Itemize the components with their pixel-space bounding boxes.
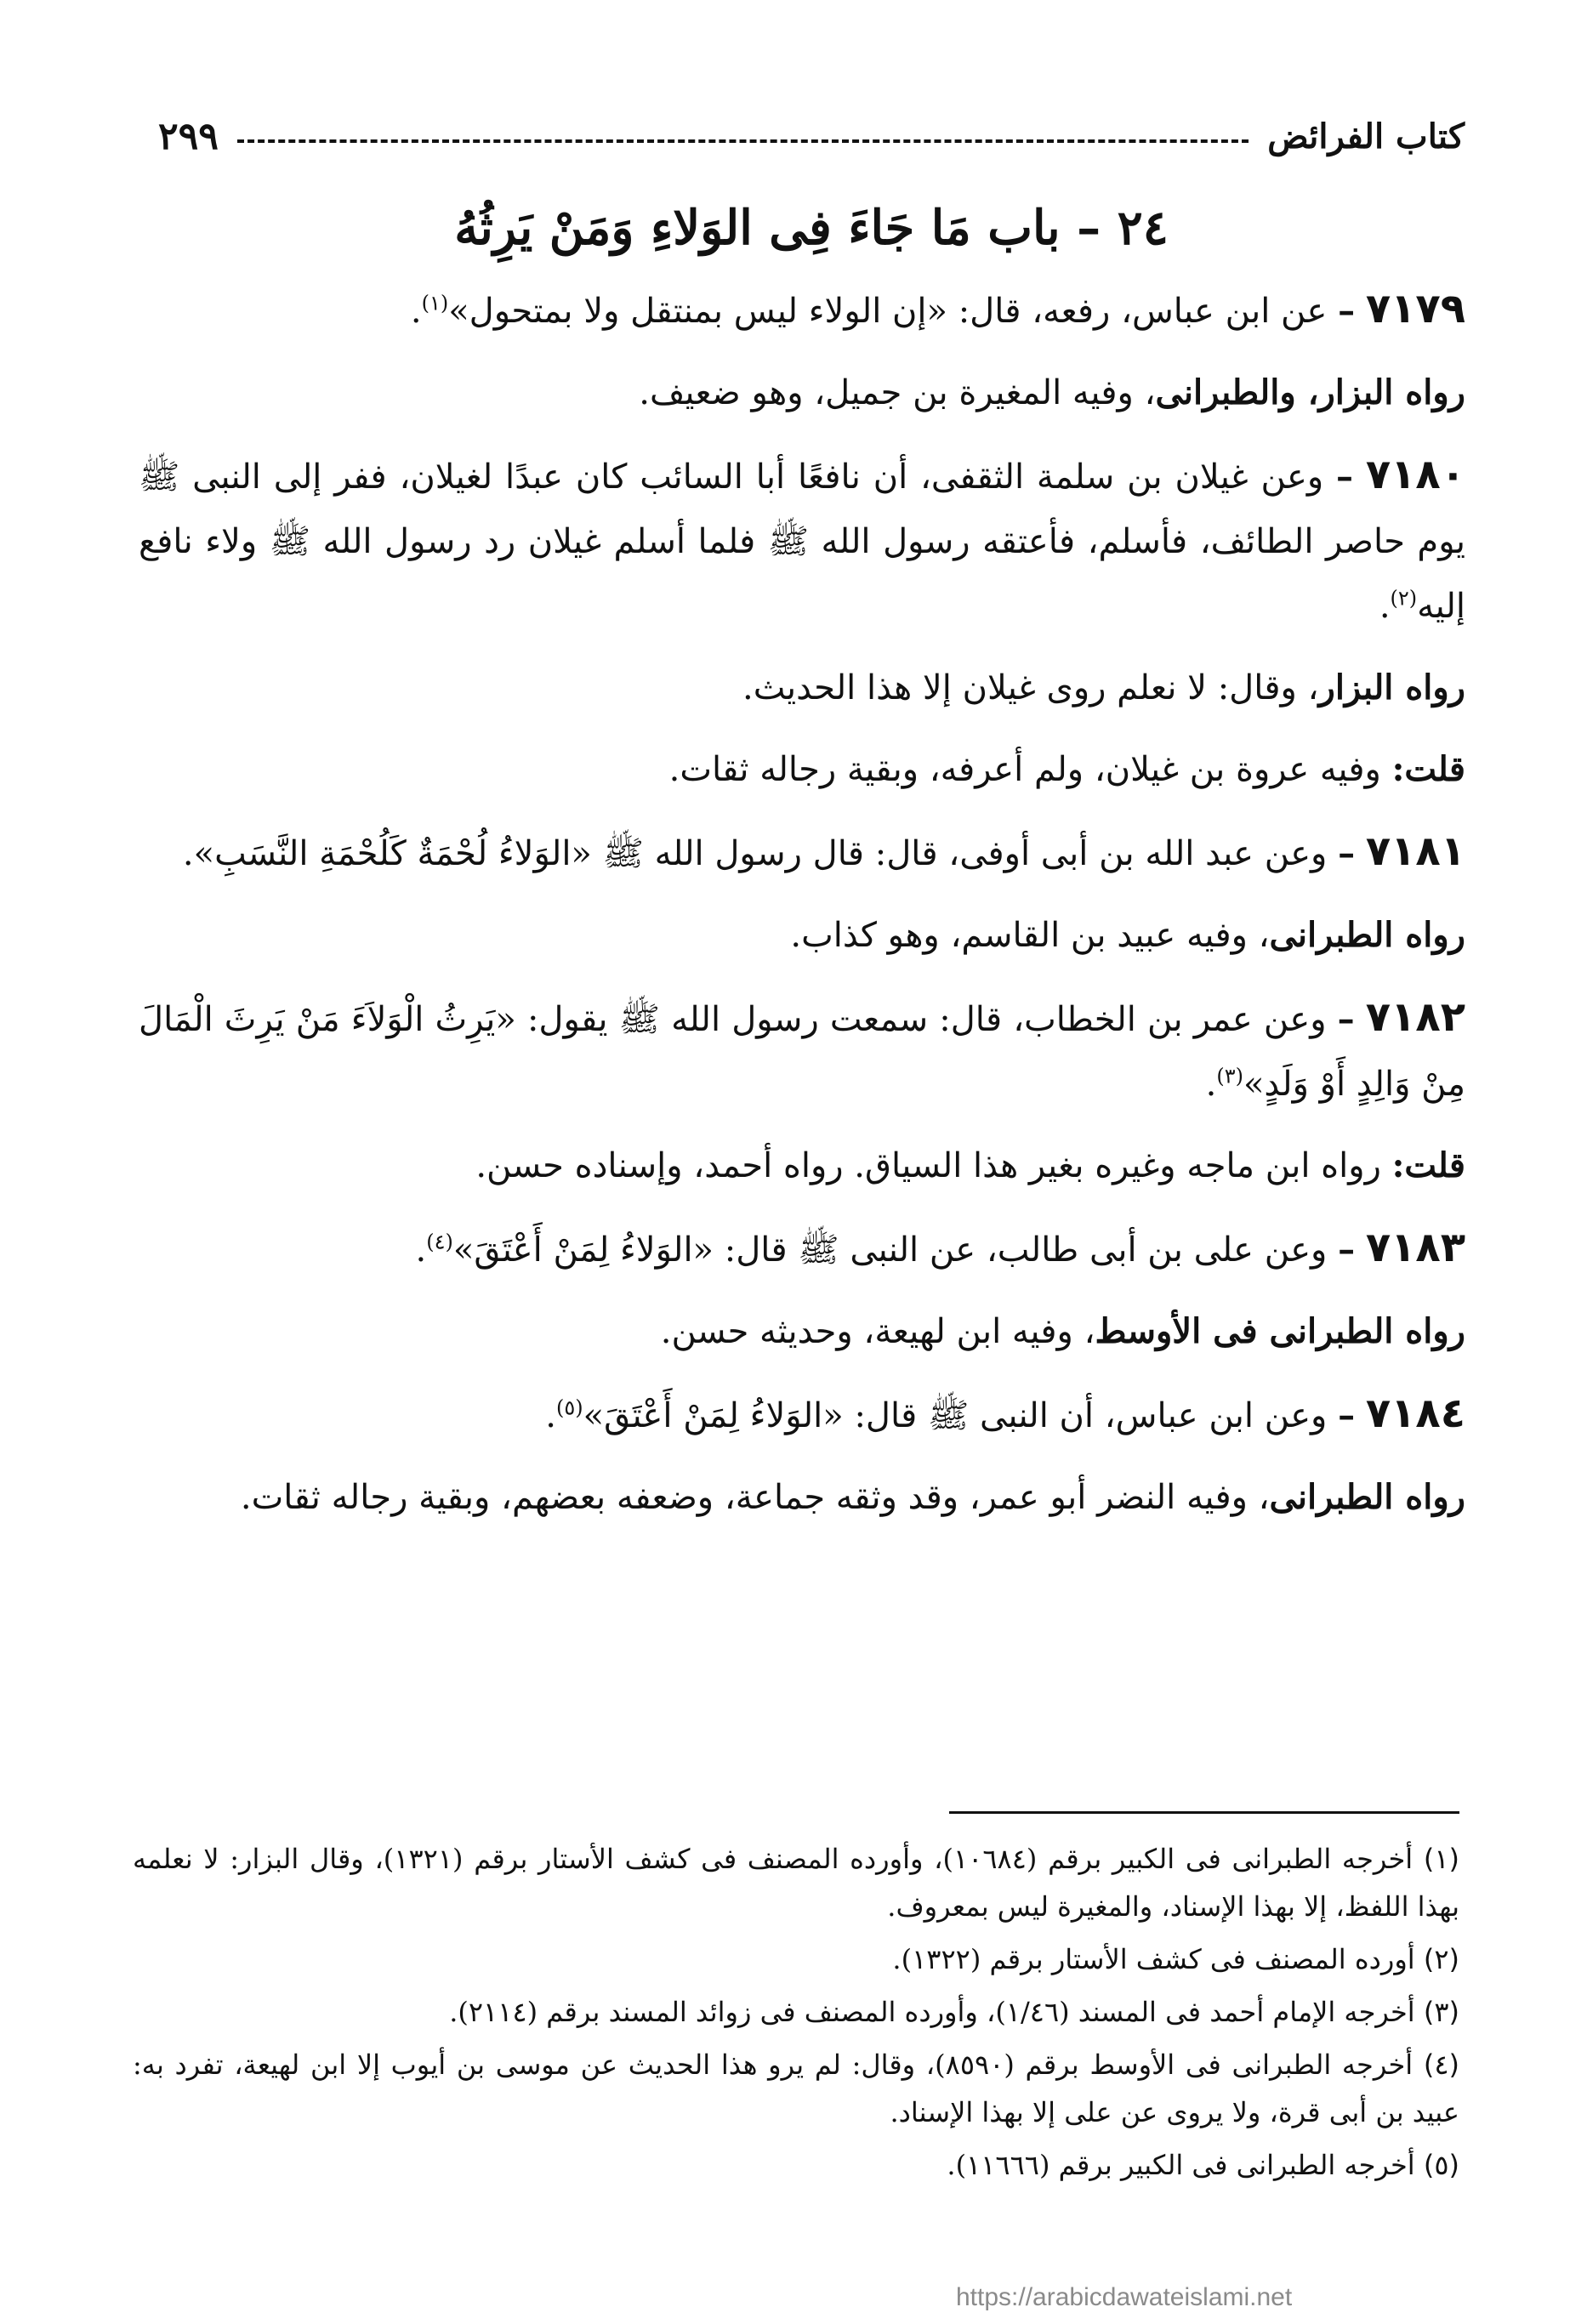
chapter-title: ٢٤ – باب مَا جَاءَ فِى الوَلاءِ وَمَنْ يَرِثُهُ bbox=[454, 200, 1169, 256]
commentary-lead: رواه الطبرانى bbox=[1269, 915, 1465, 955]
commentary-paragraph bbox=[139, 361, 1465, 425]
footnote-text: أخرجه الطبرانى فى الكبير برقم (١١٦٦٦). bbox=[947, 2149, 1424, 2181]
commentary-paragraph bbox=[139, 1465, 1465, 1530]
commentary-lead: رواه البزار bbox=[1318, 668, 1465, 707]
commentary-lead: رواه البزار، والطبرانى bbox=[1155, 372, 1465, 412]
watermark-url: https://arabicdawateislami.net bbox=[956, 2283, 1293, 2311]
hadith-paragraph: ٧١٧٩ – عن ابن عباس، رفعه، قال: «إن الولاء ليس بمنتقل ولا بمتحول»$^{(١)}$. bbox=[410, 285, 1465, 332]
commentary-text: ، وفيه المغيرة بن جميل، وهو ضعيف. bbox=[639, 373, 1156, 412]
hadith-number: ٧١٨٠ bbox=[1365, 451, 1465, 498]
commentary-paragraph bbox=[139, 1299, 1465, 1364]
commentary-text: وفيه عروة بن غيلان، ولم أعرفه، وبقية رجاله ثقات. bbox=[668, 750, 1392, 789]
footnote bbox=[133, 2141, 1459, 2189]
commentary-lead: رواه الطبرانى bbox=[1269, 1477, 1465, 1517]
commentary-paragraph bbox=[139, 903, 1465, 968]
commentary-lead: قلت: bbox=[1391, 749, 1465, 789]
hadith-paragraph: ٧١٨١ – وعن عبد الله بن أبى أوفى، قال: قال رسول الله ﷺ «الوَلاءُ لُحْمَةٌ كَلُحْمَةِ النَّسَبِ». bbox=[182, 827, 1465, 875]
footnote-text: أورده المصنف فى كشف الأستار برقم (١٣٢٢). bbox=[892, 1943, 1424, 1975]
footnote-ref: (٥) bbox=[555, 1395, 583, 1420]
hadith-text: وعن غيلان بن سلمة الثقفى، أن نافعًا أبا السائب كان عبدًا لغيلان، ففر إلى النبى ﷺ يوم حاصر الطائف، فأسلم، فأعتقه رسول الله ﷺ فلما أسلم غيلان رد رسول الله ﷺ ولاء نافع إليه bbox=[139, 457, 1465, 626]
hadith-body bbox=[139, 276, 1465, 1547]
commentary-text: ، وفيه ابن لهيعة، وحديثه حسن. bbox=[660, 1312, 1095, 1351]
commentary-lead: قلت: bbox=[1391, 1145, 1465, 1185]
footnote-text: أخرجه الطبرانى فى الكبير برقم (١٠٦٨٤)، وأورده المصنف فى كشف الأستار برقم (١٣٢١)، وقال البزار: لا نعلمه بهذا اللفظ، إلا بهذا الإسناد، والمغيرة ليس بمعروف. bbox=[133, 1843, 1459, 1923]
footnote-ref: (٣) bbox=[1216, 1064, 1243, 1088]
header-dashed-rule bbox=[237, 139, 1249, 143]
footnote bbox=[133, 1835, 1459, 1930]
footnote-text: أخرجه الطبرانى فى الأوسط برقم (٨٥٩٠)، وقال: لم يرو هذا الحديث عن موسى بن أيوب إلا ابن لهيعة، تفرد به: عبيد بن أبى قرة، ولا يروى عن على إلا بهذا الإسناد. bbox=[133, 2048, 1459, 2128]
hadith-text: وعن عمر بن الخطاب، قال: سمعت رسول الله ﷺ يقول: «يَرِثُ الْوَلاَءَ مَنْ يَرِثَ الْمَالَ مِنْ وَالِدٍ أَوْ وَلَدٍ» bbox=[139, 1000, 1465, 1104]
commentary-lead: رواه الطبرانى فى الأوسط bbox=[1095, 1311, 1465, 1351]
commentary-text: رواه ابن ماجه وغيره بغير هذا السياق. رواه أحمد، وإسناده حسن. bbox=[475, 1146, 1392, 1185]
footnote-ref: (٤) bbox=[426, 1230, 453, 1254]
footnote bbox=[133, 2041, 1459, 2136]
footnote-separator bbox=[949, 1811, 1459, 1814]
running-header bbox=[158, 109, 1465, 163]
footnote-ref: (١) bbox=[421, 291, 449, 315]
hadith-text: وعن ابن عباس، أن النبى ﷺ قال: «الوَلاءُ لِمَنْ أَعْتَقَ» bbox=[583, 1396, 1328, 1435]
footnote-ref: (٢) bbox=[1390, 586, 1418, 611]
hadith-number: ٧١٨١ bbox=[1365, 827, 1465, 875]
commentary-paragraph bbox=[139, 737, 1465, 802]
footnote-number: (٢) bbox=[1423, 1943, 1459, 1975]
hadith-text: وعن عبد الله بن أبى أوفى، قال: قال رسول الله ﷺ «الوَلاءُ لُحْمَةٌ كَلُحْمَةِ النَّسَبِ» bbox=[193, 834, 1328, 873]
commentary-paragraph bbox=[139, 656, 1465, 720]
book-title: كتاب الفرائض bbox=[1267, 116, 1465, 156]
hadith-paragraph: ٧١٨٣ – وعن على بن أبى طالب، عن النبى ﷺ قال: «الوَلاءُ لِمَنْ أَعْتَقَ»$^{(٤)}$. bbox=[415, 1224, 1465, 1271]
footnotes bbox=[133, 1835, 1459, 2194]
footnote bbox=[133, 1988, 1459, 2036]
footnote-number: (٤) bbox=[1423, 2048, 1460, 2081]
hadith-text: وعن على بن أبى طالب، عن النبى ﷺ قال: «الوَلاءُ لِمَنْ أَعْتَقَ» bbox=[452, 1230, 1328, 1270]
hadith-number: ٧١٨٣ bbox=[1365, 1224, 1465, 1271]
commentary-paragraph bbox=[139, 1134, 1465, 1198]
commentary-text: ، وفيه عبيد بن القاسم، وهو كذاب. bbox=[790, 916, 1270, 955]
hadith-paragraph: ٧١٨٤ – وعن ابن عباس، أن النبى ﷺ قال: «الوَلاءُ لِمَنْ أَعْتَقَ»$^{(٥)}$. bbox=[545, 1389, 1465, 1437]
footnote-text: أخرجه الإمام أحمد فى المسند (١/٤٦)، وأورده المصنف فى زوائد المسند برقم (٢١١٤). bbox=[449, 1996, 1424, 2028]
footnote-number: (٣) bbox=[1423, 1996, 1459, 2028]
hadith-paragraph: ٧١٨٠ – وعن غيلان بن سلمة الثقفى، أن نافعًا أبا السائب كان عبدًا لغيلان، ففر إلى النبى ﷺ يوم حاصر الطائف، فأسلم، فأعتقه رسول الله ﷺ فلما أسلم غيلان رد رسول الله ﷺ ولاء نافع إليه$^{(٢)}$. bbox=[139, 451, 1465, 626]
footnote-number: (٥) bbox=[1423, 2149, 1459, 2181]
commentary-text: ، وفيه النضر أبو عمر، وقد وثقه جماعة، وضعفه بعضهم، وبقية رجاله ثقات. bbox=[240, 1478, 1270, 1517]
commentary-text: ، وقال: لا نعلم روى غيلان إلا هذا الحديث. bbox=[742, 668, 1319, 707]
hadith-number: ٧١٨٤ bbox=[1365, 1389, 1465, 1437]
hadith-number: ٧١٧٩ bbox=[1365, 285, 1465, 332]
footnote-number: (١) bbox=[1423, 1843, 1460, 1875]
footnote bbox=[133, 1935, 1459, 1983]
page-number: ٢٩٩ bbox=[158, 114, 219, 158]
hadith-paragraph: ٧١٨٢ – وعن عمر بن الخطاب، قال: سمعت رسول الله ﷺ يقول: «يَرِثُ الْوَلاَءَ مَنْ يَرِثَ الْمَالَ مِنْ وَالِدٍ أَوْ وَلَدٍ»$^{(٣)}$. bbox=[139, 993, 1465, 1104]
hadith-text: عن ابن عباس، رفعه، قال: «إن الولاء ليس بمنتقل ولا بمتحول» bbox=[448, 292, 1328, 331]
hadith-number: ٧١٨٢ bbox=[1365, 993, 1465, 1041]
